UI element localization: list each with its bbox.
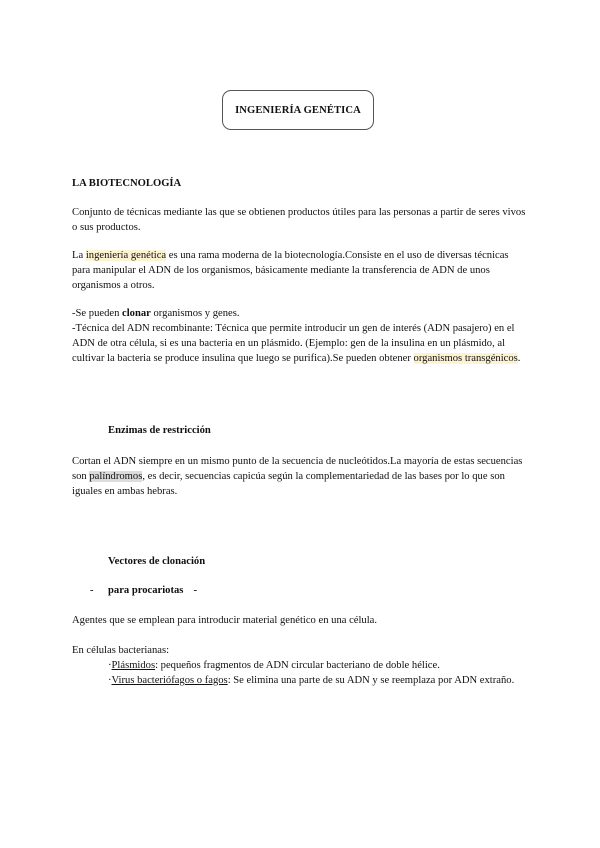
enzimas-pre: Cortan el ADN siempre en un mismo punto de la secuencia de nucleótidos.La mayoría de estas secuencias son (72, 456, 523, 482)
enzimas-post: , es decir, secuencias capicúa según la complementariedad de las bases por lo que son iguales en ambas hebras. (72, 471, 505, 497)
highlight-ingenieria: ingeniería genética (85, 250, 167, 261)
subheading-row (90, 585, 197, 596)
list-item-virus (72, 673, 528, 688)
p2-post: es una rama moderna de la biotecnología.Consiste en el uso de diversas técnicas para manipular el ADN de los organismos, básicamente mediante la transferencia de ADN de unos organismos a otros. (72, 250, 509, 291)
subheading-procariotas: para procariotas (108, 585, 184, 596)
recomb-text: -Técnica del ADN recombinante: Técnica que permite introducir un gen de interés (ADN pasajero) en el ADN de otra célula, si es una bacteria en un plásmido. (Ejemplo: gen de la insulina en un plásmido, al cultivar la bacteria se produce insulina que luego se purifica).Se pueden obtener (72, 323, 515, 364)
section-heading-enzimas: Enzimas de restricción (108, 425, 211, 436)
term-virus: Virus bacteriófagos o fagos (111, 675, 228, 686)
ingenieria-paragraph (72, 248, 528, 293)
dash-left: - (90, 585, 94, 596)
p2-pre: La (72, 250, 86, 261)
clone-paragraph (72, 306, 528, 366)
clone-bold: clonar (122, 308, 151, 319)
enzimas-paragraph (72, 454, 528, 499)
highlight-transgenicos: organismos transgénicos (413, 353, 518, 364)
agents-paragraph: Agentes que se emplean para introducir material genético en una célula. (72, 615, 378, 626)
page-title: INGENIERÍA GENÉTICA (235, 104, 361, 116)
bacteria-label: En células bacterianas: (72, 645, 170, 656)
definition-paragraph: Conjunto de técnicas mediante las que se obtienen productos útiles para las personas a partir de seres vivos o sus productos. (72, 207, 526, 233)
recomb-end: . (517, 353, 521, 364)
section-heading-vectores: Vectores de clonación (108, 556, 206, 567)
dash-right: - (193, 585, 197, 596)
bullet-2: · (108, 675, 112, 686)
clone-pre: -Se pueden (72, 308, 123, 319)
title-box (222, 90, 374, 130)
section-heading-biotecnologia: LA BIOTECNOLOGÍA (72, 178, 182, 189)
term-plasmidos: Plásmidos (111, 660, 156, 671)
bacteria-block (72, 643, 528, 688)
list-item-plasmidos (72, 658, 528, 673)
highlight-palindromos: palíndromos (89, 471, 143, 482)
desc-plasmidos: : pequeños fragmentos de ADN circular bacteriano de doble hélice. (155, 660, 440, 671)
bullet-1: · (108, 660, 112, 671)
clone-post: organismos y genes. (150, 308, 240, 319)
desc-virus: : Se elimina una parte de su ADN y se reemplaza por ADN extraño. (227, 675, 515, 686)
